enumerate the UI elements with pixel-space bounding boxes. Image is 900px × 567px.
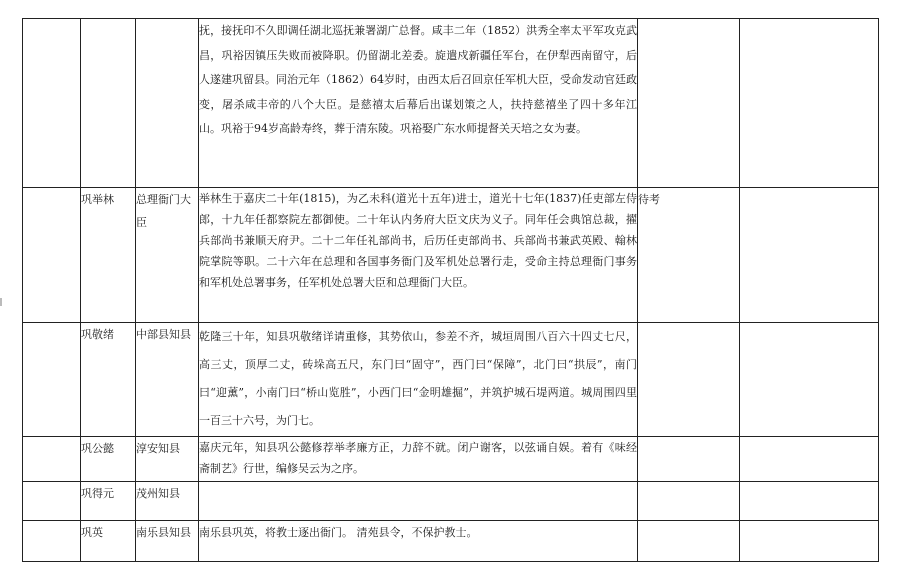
extra-cell: [740, 19, 879, 188]
biography-text: 嘉庆元年，知县巩公懿修荐举孝廉方正，力辞不就。闭户谢客，以弦诵自娱。着有《味经斋制艺》行世，编修吴云为之序。: [199, 441, 637, 475]
note-cell: 待考: [638, 188, 740, 323]
note-cell: [638, 19, 740, 188]
person-name-cell: 巩得元: [81, 482, 136, 521]
note-cell: [638, 482, 740, 521]
biography-text: 抚，接抚印不久即调任湖北巡抚兼署湖广总督。咸丰二年（1852）洪秀全率太平军攻克武昌，巩裕因镇压失败而被降职。仍留湖北差委。旋遣戍新疆任军台，在伊犁西南留守，后人遂建巩留县。同治元年（1862）64岁时，由西太后召回京任军机大臣，受命发动官廷政变，屠杀咸丰帝的八个大臣。是慈禧太后幕后出谋划策之人，扶持慈禧坐了四十多年江山。巩裕于94岁高龄寿终，葬于清东陵。巩裕娶广东水师提督关天培之女为妻。: [199, 24, 637, 135]
index-cell: [23, 482, 81, 521]
person-name-cell: 巩敬绪: [81, 323, 136, 437]
biography-cell: [199, 19, 638, 188]
person-name-cell: 巩公懿: [81, 437, 136, 482]
person-name-cell: 巩英: [81, 521, 136, 562]
person-name-cell: 巩举林: [81, 188, 136, 323]
table-row: [23, 521, 879, 562]
position-cell: 中部县知县: [136, 323, 199, 437]
records-table: [22, 18, 879, 562]
table-row: [23, 19, 879, 188]
extra-cell: [740, 437, 879, 482]
biography-cell: [199, 188, 638, 323]
page-edge-mark: [0, 298, 2, 306]
extra-cell: [740, 482, 879, 521]
position-cell: 淳安知县: [136, 437, 199, 482]
table-row: [23, 437, 879, 482]
biography-cell: [199, 521, 638, 562]
index-cell: [23, 323, 81, 437]
extra-cell: [740, 323, 879, 437]
biography-text: 南乐县巩英，将教士逐出衙门。 清苑县令，不保护教士。: [199, 526, 478, 539]
index-cell: [23, 437, 81, 482]
position-cell: 总理衙门大臣: [136, 188, 199, 323]
position-cell: 茂州知县: [136, 482, 199, 521]
biography-cell: [199, 323, 638, 437]
note-cell: [638, 437, 740, 482]
table-row: [23, 188, 879, 323]
note-cell: [638, 521, 740, 562]
person-name-cell: [81, 19, 136, 188]
extra-cell: [740, 521, 879, 562]
index-cell: [23, 188, 81, 323]
index-cell: [23, 19, 81, 188]
biography-text: 举林生于嘉庆二十年(1815)，为乙未科(道光十五年)进士，道光十七年(1837)任吏部左侍郎，十九年任都察院左都御使。二十年认内务府大臣文庆为义子。同年任会典馆总裁，擢兵部尚书兼顺天府尹。二十二年任礼部尚书，后历任吏部尚书、兵部尚书兼武英殿、翰林院掌院等职。二十六年在总理和各国事务衙门及军机处总署行走，受命主持总理衙门事务和军机处总署事务，任军机处总署大臣和总理衙门大臣。: [199, 192, 637, 289]
biography-cell: [199, 482, 638, 521]
index-cell: [23, 521, 81, 562]
table-row: [23, 482, 879, 521]
biography-cell: [199, 437, 638, 482]
position-cell: [136, 19, 199, 188]
biography-text: 乾隆三十年，知县巩敬绪详请重修，其势依山，参差不齐，城垣周围八百六十四丈七尺，高三丈，顶厚二丈，砖垛高五尺，东门曰“固守”，西门曰“保障”，北门曰“拱辰”，南门曰“迎薰”，小南门曰“桥山览胜”，小西门曰“金明雄掘”，并筑护城石堤两道。城周围四里一百三十六号，为门七。: [199, 330, 637, 427]
position-cell: 南乐县知县: [136, 521, 199, 562]
extra-cell: [740, 188, 879, 323]
note-cell: [638, 323, 740, 437]
table-row: [23, 323, 879, 437]
